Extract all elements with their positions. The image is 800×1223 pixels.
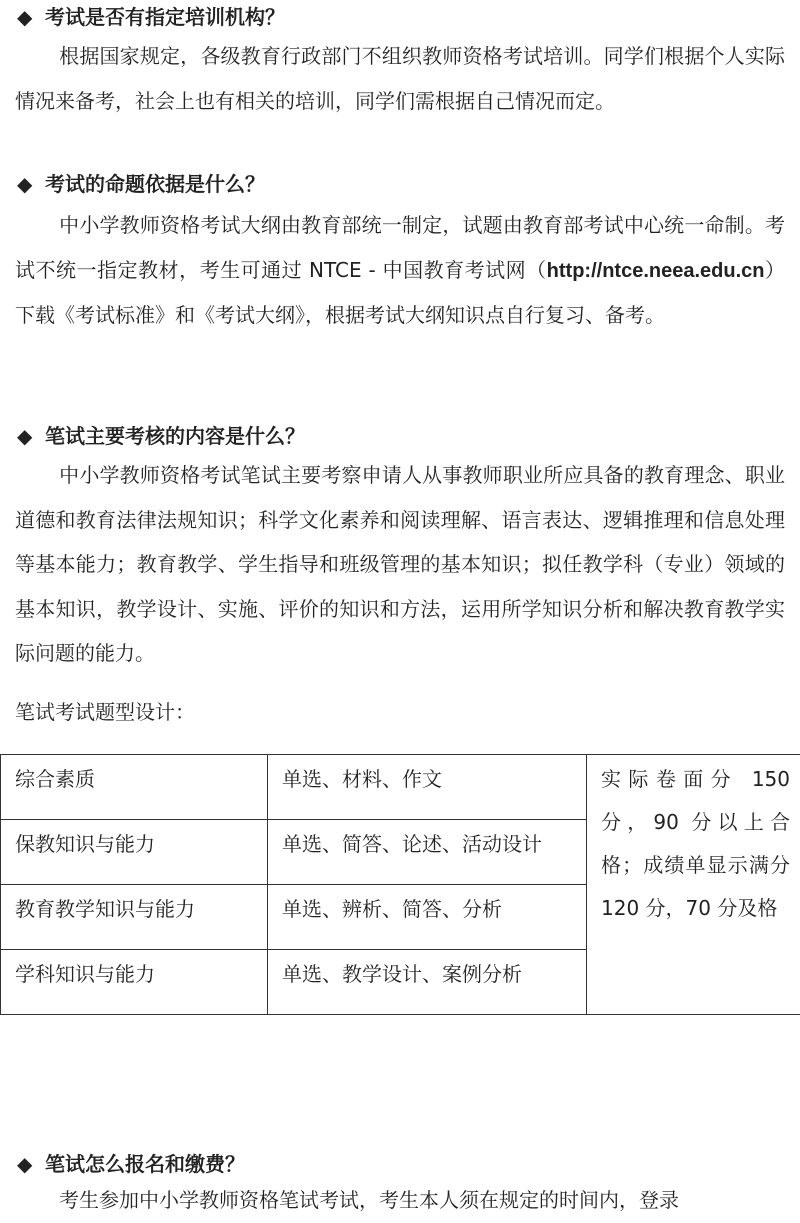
section-heading: ◆ 笔试怎么报名和缴费？ bbox=[17, 1150, 245, 1178]
ntce-url-link[interactable]: http://ntce.neea.edu.cn bbox=[547, 260, 765, 282]
section-heading: ◆ 笔试主要考核的内容是什么？ bbox=[17, 422, 305, 450]
types-cell: 单选、教学设计、案例分析 bbox=[268, 950, 587, 1015]
black-diamond-icon: ◆ bbox=[17, 170, 45, 198]
section-answer: 中小学教师资格考试笔试主要考察申请人从事教师职业所应具备的教育理念、职业道德和教育法律法规知识；科学文化素养和阅读理解、语言表达、逻辑推理和信息处理等基本能力；教育教学、学生指导和班级管理的基本知识；拟任教学科（专业）领域的基本知识，教学设计、实施、评价的知识和方法，运用所学知识分析和解决教育教学实际问题的能力。 bbox=[15, 453, 785, 676]
table-row bbox=[1, 755, 800, 820]
types-cell: 单选、材料、作文 bbox=[268, 755, 587, 820]
subject-cell: 学科知识与能力 bbox=[1, 950, 268, 1015]
section-answer: 根据国家规定，各级教育行政部门不组织教师资格考试培训。同学们根据个人实际情况来备考，社会上也有相关的培训，同学们需根据自己情况而定。 bbox=[15, 34, 785, 123]
table-caption: 笔试考试题型设计： bbox=[15, 690, 195, 734]
section-heading: ◆ 考试是否有指定培训机构？ bbox=[17, 3, 285, 31]
score-note-cell: 实际卷面分 150 分，90 分以上合格；成绩单显示满分 120 分，70 分及格 bbox=[587, 755, 800, 1015]
types-cell: 单选、辨析、简答、分析 bbox=[268, 885, 587, 950]
subject-cell: 保教知识与能力 bbox=[1, 820, 268, 885]
black-diamond-icon: ◆ bbox=[17, 3, 45, 31]
black-diamond-icon: ◆ bbox=[17, 422, 45, 450]
section-answer: 考生参加中小学教师资格笔试考试，考生本人须在规定的时间内，登录 bbox=[15, 1178, 785, 1223]
subject-cell: 综合素质 bbox=[1, 755, 268, 820]
subject-cell: 教育教学知识与能力 bbox=[1, 885, 268, 950]
black-diamond-icon: ◆ bbox=[17, 1150, 45, 1178]
types-cell: 单选、简答、论述、活动设计 bbox=[268, 820, 587, 885]
section-answer: 中小学教师资格考试大纲由教育部统一制定，试题由教育部考试中心统一命制。考试不统一指定教材，考生可通过 NTCE - 中国教育考试网（http://ntce.neea.edu.cn）下载《考试标准》和《考试大纲》，根据考试大纲知识点自行复习、备考。 bbox=[15, 203, 785, 338]
section-heading: ◆ 考试的命题依据是什么？ bbox=[17, 170, 265, 198]
exam-type-table bbox=[0, 754, 800, 1015]
